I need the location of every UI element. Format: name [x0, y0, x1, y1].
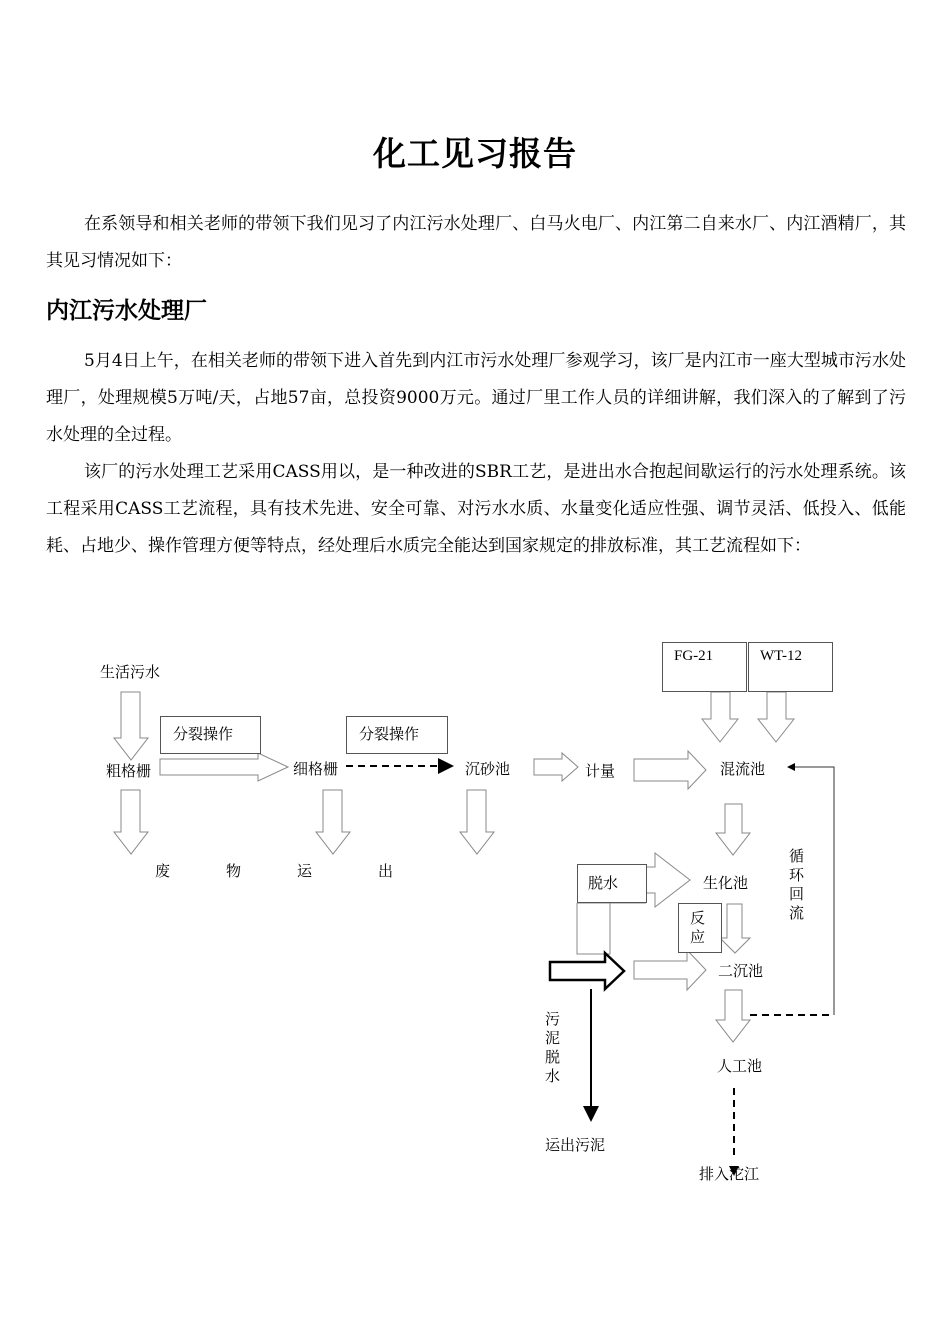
- dewater-connector: [577, 903, 646, 954]
- section-heading: 内江污水处理厂: [46, 297, 207, 324]
- arrow-right-grit: [534, 753, 578, 781]
- waste-char-1: 废: [155, 862, 171, 880]
- body-paragraph-1: 5月4日上午，在相关老师的带领下进入首先到内江市污水处理厂参观学习，该厂是内江市一座大型城市污水处理厂，处理规模5万吨/天，占地57亩，总投资9000万元。通过厂里工作人员的详细讲解，我们深入的了解到了污水处理的全过程。: [46, 351, 906, 445]
- arrow-down-fine: [316, 790, 350, 854]
- arrow-down-fg21: [702, 692, 738, 742]
- arrow-right-split1: [160, 753, 288, 781]
- split-op-label-1: 分裂操作: [173, 725, 234, 743]
- waste-char-4: 出: [378, 862, 394, 880]
- wt12-label: WT-12: [760, 648, 802, 664]
- bio-tank-label: 生化池: [703, 874, 749, 892]
- mixing-tank-label: 混流池: [720, 760, 766, 778]
- metering-label: 计量: [585, 762, 616, 780]
- coarse-grid-label: 粗格栅: [106, 762, 152, 780]
- waste-char-3: 运: [297, 862, 313, 880]
- arrow-right-metering: [634, 751, 706, 789]
- arrow-down-mixing: [716, 804, 750, 855]
- arrow-right-dewater: [646, 853, 690, 907]
- document-title: 化工见习报告: [373, 134, 577, 173]
- body-paragraph-2: 该厂的污水处理工艺采用CASS用以，是一种改进的SBR工艺，是进出水合抱起间歇运行的污水处理系统。该工程采用CASS工艺流程，具有技术先进、安全可靠、对污水水质、水量变化适应性强、调节灵活、低投入、低能耗、占地少、操作管理方便等特点，经处理后水质完全能达到国家规定的排放标准，其工艺流程如下：: [46, 462, 906, 556]
- grit-tank-label: 沉砂池: [465, 760, 511, 778]
- arrow-down-grit: [460, 790, 494, 854]
- arrow-down-coarse: [114, 790, 148, 854]
- fine-grid-label: 细格栅: [293, 760, 339, 778]
- reaction-label: 反应: [690, 909, 706, 946]
- arrow-right-clarifier: [634, 950, 706, 990]
- discharge-label: 排入沱江: [699, 1165, 760, 1183]
- fg21-label: FG-21: [674, 648, 714, 664]
- arrow-down-clarifier: [716, 990, 750, 1042]
- dewater-label: 脱水: [588, 874, 619, 892]
- arrow-down-sewage: [114, 692, 148, 760]
- domestic-sewage-label: 生活污水: [100, 663, 161, 681]
- intro-paragraph: 在系领导和相关老师的带领下我们见习了内江污水处理厂、白马火电厂、内江第二自来水厂、内江酒精厂，其其见习情况如下：: [46, 214, 906, 271]
- waste-char-2: 物: [226, 862, 242, 880]
- secondary-clarifier-label: 二沉池: [718, 962, 764, 980]
- artificial-pond-label: 人工池: [717, 1057, 763, 1075]
- arrow-right-bold: [550, 953, 624, 989]
- arrow-down-wt12: [758, 692, 794, 742]
- transport-sludge-label: 运出污泥: [545, 1136, 606, 1154]
- split-op-label-2: 分裂操作: [359, 725, 420, 743]
- sludge-dewater-label: 污泥脱水: [545, 1010, 561, 1085]
- arrow-down-bio: [720, 904, 750, 953]
- recycle-flow-label: 循环回流: [789, 847, 805, 922]
